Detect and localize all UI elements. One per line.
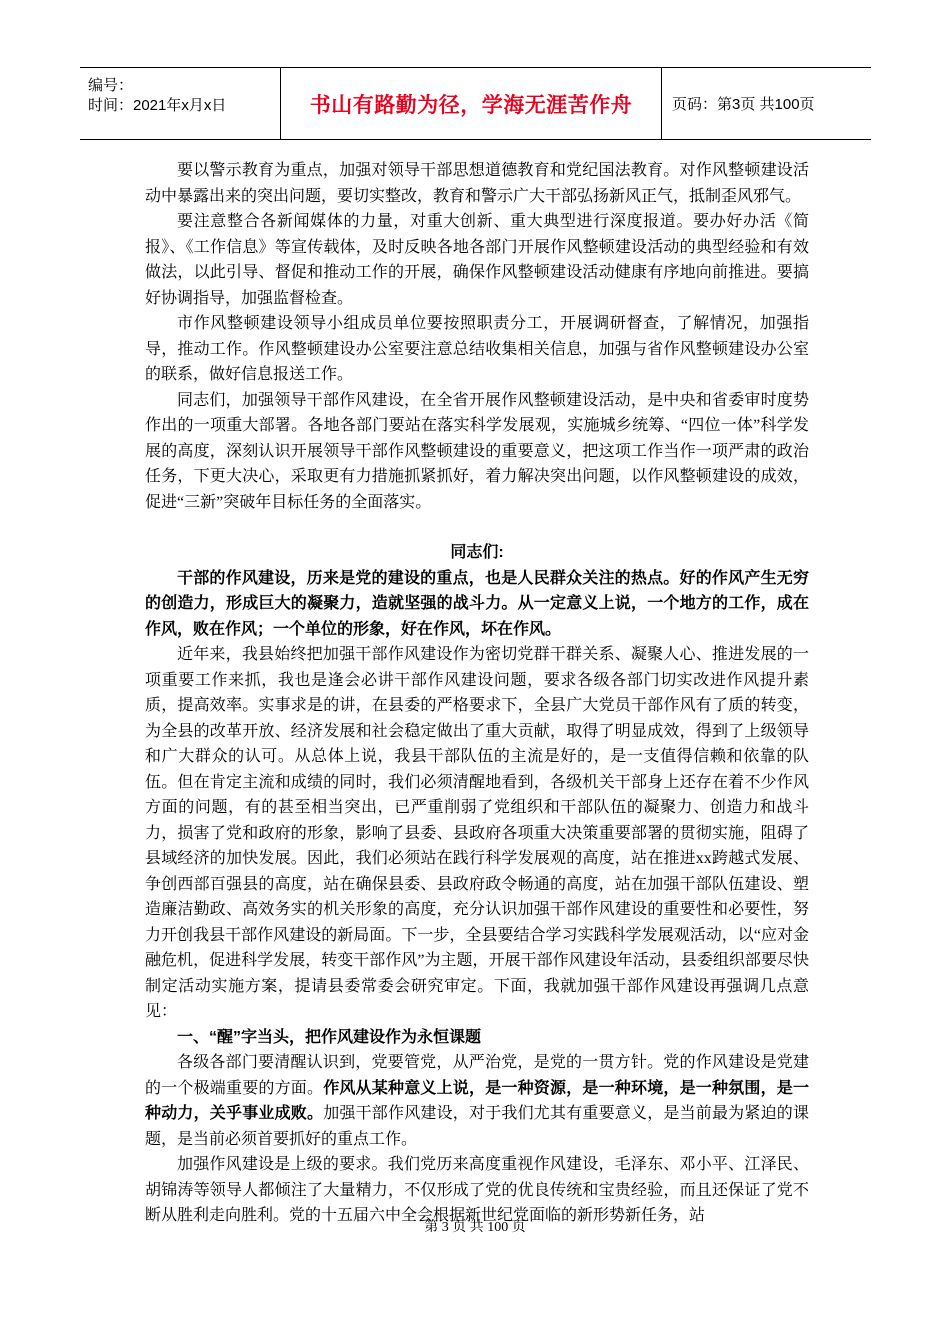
page-footer: 第 3 页 共 100 页 xyxy=(424,1220,526,1235)
bold-intro-paragraph: 干部的作风建设，历来是党的建设的重点，也是人民群众关注的热点。好的作风产生无穷的创造力，形成巨大的凝聚力，造就坚强的战斗力。从一定意义上说，一个地方的工作，成在作风，败在作风；一个单位的形象，好在作风，坏在作风。 xyxy=(145,569,809,638)
paragraph: 同志们，加强领导干部作风建设，在全省开展作风整顿建设活动，是中央和省委审时度势作出的一项重大部署。各地各部门要站在落实科学发展观，实施城乡统筹、“四位一体”科学发展的高度，深刻认识开展领导干部作风整顿建设的重要意义，把这项工作当作一项严肃的政治任务，下更大决心，采取更有力措施抓紧抓好，着力解决突出问题，以作风整顿建设的成效，促进“三新”突破年目标任务的全面落实。 xyxy=(145,391,809,511)
paragraph: 加强作风建设是上级的要求。我们党历来高度重视作风建设，毛泽东、邓小平、江泽民、胡锦涛等领导人都倾注了大量精力，不仅形成了党的优良传统和宝贵经验，而且还保证了党不断从胜利走向胜利。党的十五届六中全会根据新世纪党面临的新形势新任务，站 xyxy=(145,1156,809,1224)
paragraph: 要以警示教育为重点，加强对领导干部思想道德教育和党纪国法教育。对作风整顿建设活动中暴露出来的突出问题，要切实整改，教育和警示广大干部弘扬新风正气，抵制歪风邪气。 xyxy=(145,162,809,205)
paragraph: 要注意整合各新闻媒体的力量，对重大创新、重大典型进行深度报道。要办好办活《简报》、《工作信息》等宣传载体，及时反映各地各部门开展作风整顿建设活动的典型经验和有效做法，以此引导、督促和推动工作的开展，确保作风整顿建设活动健康有序地向前推进。要搞好协调指导，加强监督检查。 xyxy=(145,213,809,307)
paragraph-text: 各级各部门要清醒认识到，党要管党，从严治党，是党的一贯方针。党的作风建设是党建的一个极端重要的方面。 xyxy=(145,1054,809,1097)
paragraph: 市作风整顿建设领导小组成员单位要按照职责分工，开展调研督查，了解情况，加强指导，推动工作。作风整顿建设办公室要注意总结收集相关信息，加强与省作风整顿建设办公室的联系，做好信息报送工作。 xyxy=(145,315,809,383)
document-header xyxy=(80,67,871,140)
paragraph: 近年来，我县始终把加强干部作风建设作为密切党群干群关系、凝聚人心、推进发展的一项重要工作来抓，我也是逢会必讲干部作风建设问题，要求各级各部门切实改进作风提升素质，提高效率。实事求是的讲，在县委的严格要求下，全县广大党员干部作风有了质的转变，为全县的改革开放、经济发展和社会稳定做出了重大贡献，取得了明显成效，得到了上级领导和广大群众的认可。从总体上说，我县干部队伍的主流是好的，是一支值得信赖和依靠的队伍。但在肯定主流和成绩的同时，我们必须清醒地看到，各级机关干部身上还存在着不少作风方面的问题，有的甚至相当突出，已严重削弱了党组织和干部队伍的凝聚力、创造力和战斗力，损害了党和政府的形象，影响了县委、县政府各项重大决策重要部署的贯彻实施，阻碍了县域经济的加快发展。因此，我们必须站在践行科学发展观的高度，站在推进xx跨越式发展、争创西部百强县的高度，站在确保县委、县政府政令畅通的高度，站在加强干部队伍建设、塑造廉洁勤政、高效务实的机关形象的高度，充分认识加强干部作风建设的重要性和必要性，努力开创我县干部作风建设的新局面。下一步，全县要结合学习实践科学发展观活动，以“应对金融危机，促进科学发展，转变干部作风”为主题，开展干部作风建设年活动，县委组织部要尽快制定活动实施方案，提请县委常委会研究审定。下面，我就加强干部作风建设再强调几点意见： xyxy=(145,646,809,1020)
header-page-cell xyxy=(662,68,871,139)
motto-text: 书山有路勤为径，学海无涯苦作舟 xyxy=(309,93,633,117)
date-label: 时间：2021年x月x日 xyxy=(88,97,227,114)
number-label: 编号： xyxy=(88,77,134,94)
document-body xyxy=(145,158,809,1229)
section-heading: 一、“醒”字当头，把作风建设作为永恒课题 xyxy=(177,1028,482,1046)
section-gap xyxy=(145,515,809,540)
header-motto-cell xyxy=(281,68,662,139)
emphasis-text: 作风从某种意义上说，是一种资源，是一种环境，是一种氛围，是一种动力，关乎事业成败。 xyxy=(145,1079,809,1122)
paragraph-text: 加强干部作风建设，对于我们尤其有重要意义，是当前最为紧迫的课题，是当前必须首要抓好的重点工作。 xyxy=(145,1105,809,1148)
header-meta-cell xyxy=(80,68,281,139)
salutation: 同志们: xyxy=(450,544,504,561)
paragraph-mixed xyxy=(145,1050,809,1152)
page-number-label: 页码：第3页 共100页 xyxy=(672,96,815,113)
